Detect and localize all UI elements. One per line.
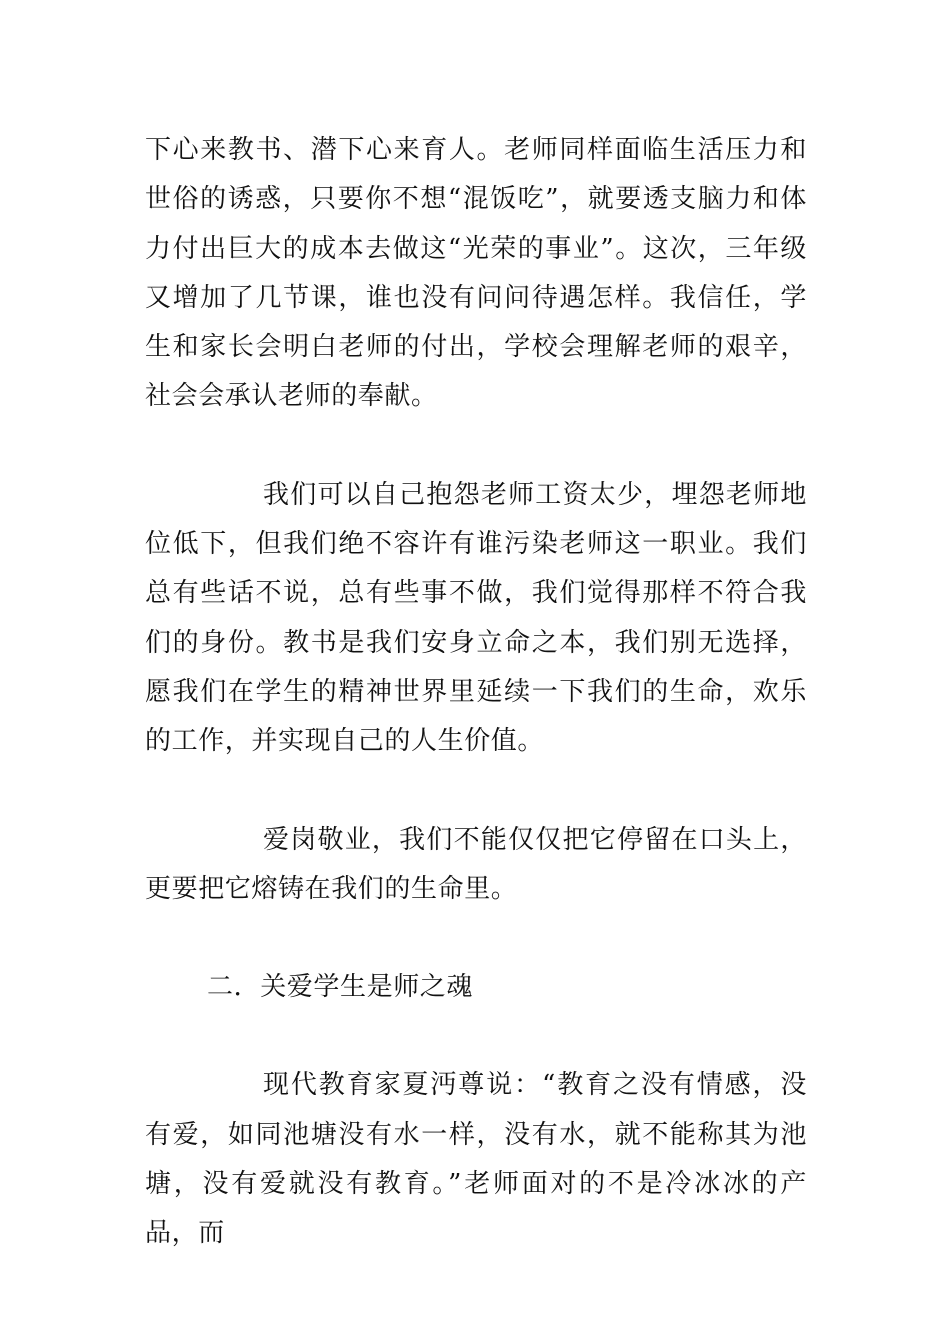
paragraph-1: 下心来教书、潜下心来育人。老师同样面临生活压力和世俗的诱惑，只要你不想“混饭吃”，就要透支脑力和体力付出巨大的成本去做这“光荣的事业”。这次，三年级又增加了几节课，谁也没有问问待遇怎样。我信任，学生和家长会明白老师的付出，学校会理解老师的艰辛，社会会承认老师的奉献。 — [145, 135, 807, 412]
paragraph-gap — [145, 914, 807, 963]
paragraph-gap — [145, 767, 807, 816]
document-body — [145, 126, 807, 1259]
paragraph-gap — [145, 1012, 807, 1061]
paragraph-3: 爱岗敬业，我们不能仅仅把它停留在口头上，更要把它熔铸在我们的生命里。 — [145, 824, 807, 904]
paragraph-4: 现代教育家夏沔尊说：“教育之没有情感，没有爱，如同池塘没有水一样，没有水，就不能称其为池塘，没有爱就没有教育。”老师面对的不是冷冰冰的产品，而 — [145, 1070, 807, 1249]
paragraph-2: 我们可以自己抱怨老师工资太少，埋怨老师地位低下，但我们绝不容许有谁污染老师这一职业。我们总有些话不说，总有些事不做，我们觉得那样不符合我们的身份。教书是我们安身立命之本，我们别无选择，愿我们在学生的精神世界里延续一下我们的生命，欢乐的工作，并实现自己的人生价值。 — [145, 479, 807, 757]
paragraph-gap — [145, 422, 807, 471]
section-heading: 二．关爱学生是师之魂 — [207, 972, 474, 1003]
